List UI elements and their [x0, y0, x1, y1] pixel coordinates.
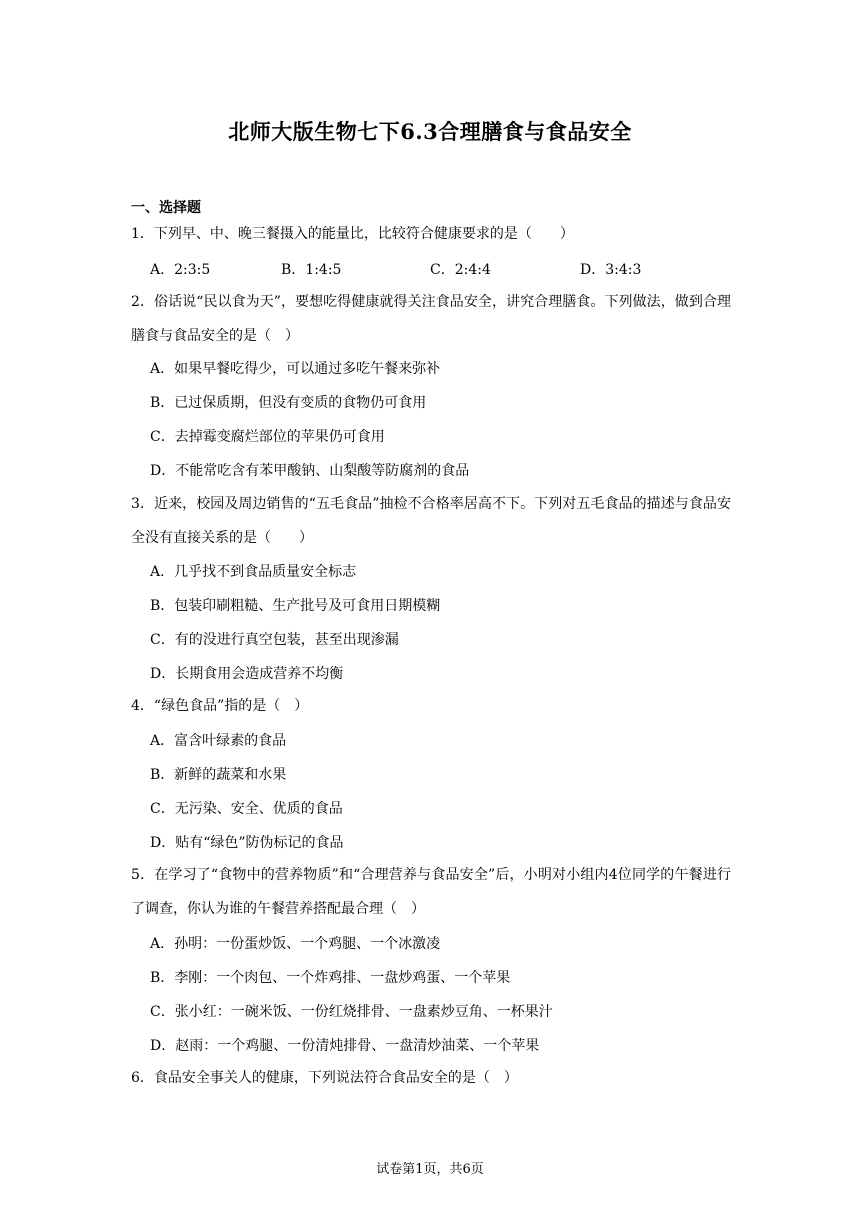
question-stem: 3．近来，校园及周边销售的“五毛食品”抽检不合格率居高不下。下列对五毛食品的描述与食品安全没有直接关系的是（ ）: [131, 496, 731, 546]
option: D．3:4:3: [580, 262, 642, 278]
option: C．去掉霉变腐烂部位的苹果仍可食用: [150, 429, 385, 445]
option: B．李刚：一个肉包、一个炸鸡排、一盘炒鸡蛋、一个苹果: [150, 970, 511, 986]
question-stem: 6．食品安全事关人的健康，下列说法符合食品安全的是（ ）: [131, 1070, 518, 1086]
option: D．长期食用会造成营养不均衡: [150, 666, 344, 682]
option: B．包装印刷粗糙、生产批号及可食用日期模糊: [150, 598, 441, 614]
option: A．几乎找不到食品质量安全标志: [150, 564, 357, 580]
page-title: 北师大版生物七下6.3合理膳食与食品安全: [228, 119, 632, 144]
option: D．赵雨：一个鸡腿、一份清炖排骨、一盘清炒油菜、一个苹果: [150, 1038, 540, 1054]
question-stem: 5．在学习了“食物中的营养物质”和“合理营养与食品安全”后，小明对小组内4位同学的午餐进行了调查，你认为谁的午餐营养搭配最合理（ ）: [131, 867, 731, 917]
option: B．已过保质期，但没有变质的食物仍可食用: [150, 395, 427, 411]
page-footer: 试卷第1页，共6页: [376, 1162, 484, 1177]
option: A．如果早餐吃得少，可以通过多吃午餐来弥补: [150, 361, 441, 377]
option: B．1:4:5: [281, 262, 342, 278]
option: B．新鲜的蔬菜和水果: [150, 767, 287, 783]
option-row: [150, 259, 710, 279]
section-heading: 一、选择题: [131, 200, 201, 216]
option: C．无污染、安全、优质的食品: [150, 801, 343, 817]
question-stem: 1．下列早、中、晚三餐摄入的能量比，比较符合健康要求的是（ ）: [131, 226, 574, 242]
option: D．不能常吃含有苯甲酸钠、山梨酸等防腐剂的食品: [150, 463, 470, 479]
option: C．2:4:4: [430, 262, 491, 278]
option: A．2:3:5: [150, 262, 211, 278]
option: C．有的没进行真空包装，甚至出现渗漏: [150, 632, 399, 648]
option: D．贴有“绿色”防伪标记的食品: [150, 835, 344, 851]
question-stem: 2．俗话说“民以食为天”，要想吃得健康就得关注食品安全，讲究合理膳食。下列做法，做到合理膳食与食品安全的是（ ）: [131, 294, 731, 344]
option: A．富含叶绿素的食品: [150, 733, 287, 749]
question-stem: 4．“绿色食品”指的是（ ）: [131, 698, 309, 714]
option: A．孙明：一份蛋炒饭、一个鸡腿、一个冰激凌: [150, 936, 441, 952]
option: C．张小红：一碗米饭、一份红烧排骨、一盘素炒豆角、一杯果汁: [150, 1004, 553, 1020]
